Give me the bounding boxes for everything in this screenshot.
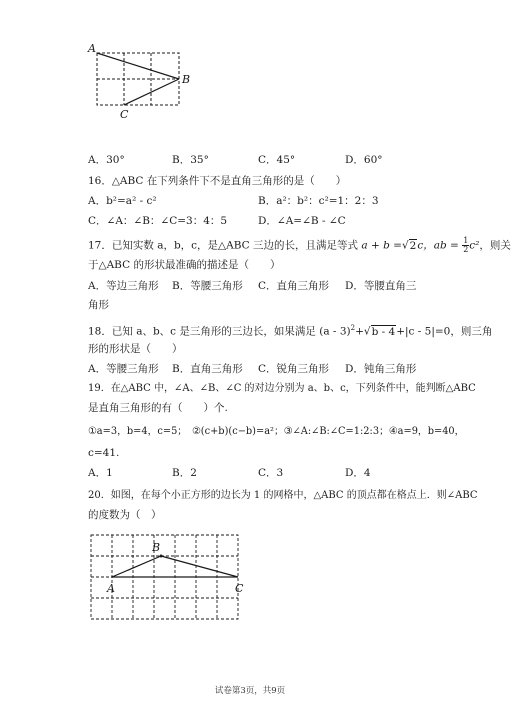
- q17-option-b: B．等腰三角形: [172, 280, 243, 292]
- q17-eq2-right: c²: [469, 239, 480, 252]
- q19-option-c: C．3: [258, 467, 284, 479]
- segment-bc: [161, 556, 238, 577]
- q17-frac-num: 1: [463, 236, 469, 245]
- q19-option-a: A．1: [88, 467, 113, 479]
- q16-option-a: A．b²=a² - c²: [88, 195, 157, 207]
- segment-cb: [124, 79, 179, 105]
- label-c: C: [120, 108, 129, 121]
- q15-option-b: B．35°: [172, 154, 209, 166]
- q17-eq1-sqrt: 2: [409, 239, 417, 252]
- label-b: B: [152, 541, 161, 554]
- q17-eq2-left: ，ab =: [423, 239, 459, 252]
- q18-option-a: A．等腰三角形: [88, 363, 159, 375]
- q18-stem-rest: +|c - 5|=0，则三角: [396, 325, 493, 338]
- q19-stem: 19．在△ABC 中，∠A、∠B、∠C 的对边分别为 a、b、c，下列条件中，能判断△ABC: [88, 383, 476, 394]
- q17-option-c: C．直角三角形: [258, 280, 330, 292]
- q17-option-d: D．等腰直角三: [345, 280, 417, 292]
- q15-option-d: D．60°: [345, 154, 383, 166]
- q15-option-a: A．30°: [88, 154, 125, 166]
- figure-q20-grid: [86, 530, 256, 635]
- q17-stem-line2: 于△ABC 的形状最准确的描述是（ ）: [88, 259, 281, 271]
- q17-frac-den: 2: [463, 245, 469, 254]
- q18-radicand: b - 4: [371, 325, 396, 338]
- q17-eq1-var: c: [417, 239, 424, 252]
- q19-option-b: B．2: [172, 467, 197, 479]
- q17-option-a: A．等边三角形: [88, 280, 159, 292]
- q17-stem-suffix: ，则关: [479, 239, 511, 252]
- q19-conditions-line2: c=41.: [88, 447, 120, 459]
- label-a: A: [107, 582, 115, 595]
- q17-eq1-left: a + b =: [361, 239, 402, 252]
- q20-stem: 20．如图，在每个小正方形的边长为 1 的网格中，△ABC 的顶点都在格点上．则∠ABC: [88, 490, 478, 501]
- q17-option-d-wrap: 角形: [88, 299, 109, 311]
- q16-option-d: D．∠A=∠B - ∠C: [258, 215, 346, 227]
- label-b: B: [182, 73, 191, 86]
- q18-sup: 2: [350, 324, 356, 332]
- q16-option-b: B．a²：b²：c²=1：2：3: [258, 195, 379, 207]
- q18-stem-prefix: 18．已知 a、b、c 是三角形的三边长，如果满足 (a - 3): [88, 325, 351, 338]
- label-c: C: [235, 582, 244, 595]
- q20-stem-line2: 的度数为（ ）: [88, 509, 162, 521]
- q18-option-b: B．直角三角形: [172, 363, 243, 375]
- q19-stem-line2: 是直角三角形的有（ ）个.: [88, 402, 228, 414]
- q16-stem: 16．△ABC 在下列条件下不是直角三角形的是（ ）: [88, 175, 347, 187]
- q18-option-c: C．锐角三角形: [258, 363, 330, 375]
- q18-stem-line2: 形的形状是（ ）: [88, 343, 183, 355]
- q18-option-d: D．钝角三角形: [345, 363, 417, 375]
- page-footer: 试卷第3页，共9页: [214, 686, 286, 696]
- q17-stem: 17．已知实数 a，b，c，是△ABC 三边的长，且满足等式 a + b =√2c，ab = $\frac{1}{2}$ c²，则关: [88, 236, 511, 254]
- q16-option-c: C．∠A：∠B：∠C=3：4：5: [88, 215, 228, 227]
- segment-ab: [97, 53, 179, 79]
- q19-option-d: D．4: [345, 467, 371, 479]
- label-a: A: [88, 42, 96, 55]
- q18-plus: +: [355, 325, 364, 338]
- q19-conditions: ①a=3，b=4，c=5； ②(c+b)(c−b)=a²；③∠A:∠B:∠C=1:2:3；④a=9，b=40，: [88, 426, 465, 437]
- figure-q15-grid: [84, 40, 194, 120]
- q15-option-c: C．45°: [258, 154, 296, 166]
- q18-stem: 18．已知 a、b、c 是三角形的三边长，如果满足 (a - 3)$^2$+√b - 4+|c - 5|=0，则三角: [88, 324, 493, 338]
- q17-stem-prefix: 17．已知实数 a，b，c，是△ABC 三边的长，且满足等式: [88, 239, 358, 252]
